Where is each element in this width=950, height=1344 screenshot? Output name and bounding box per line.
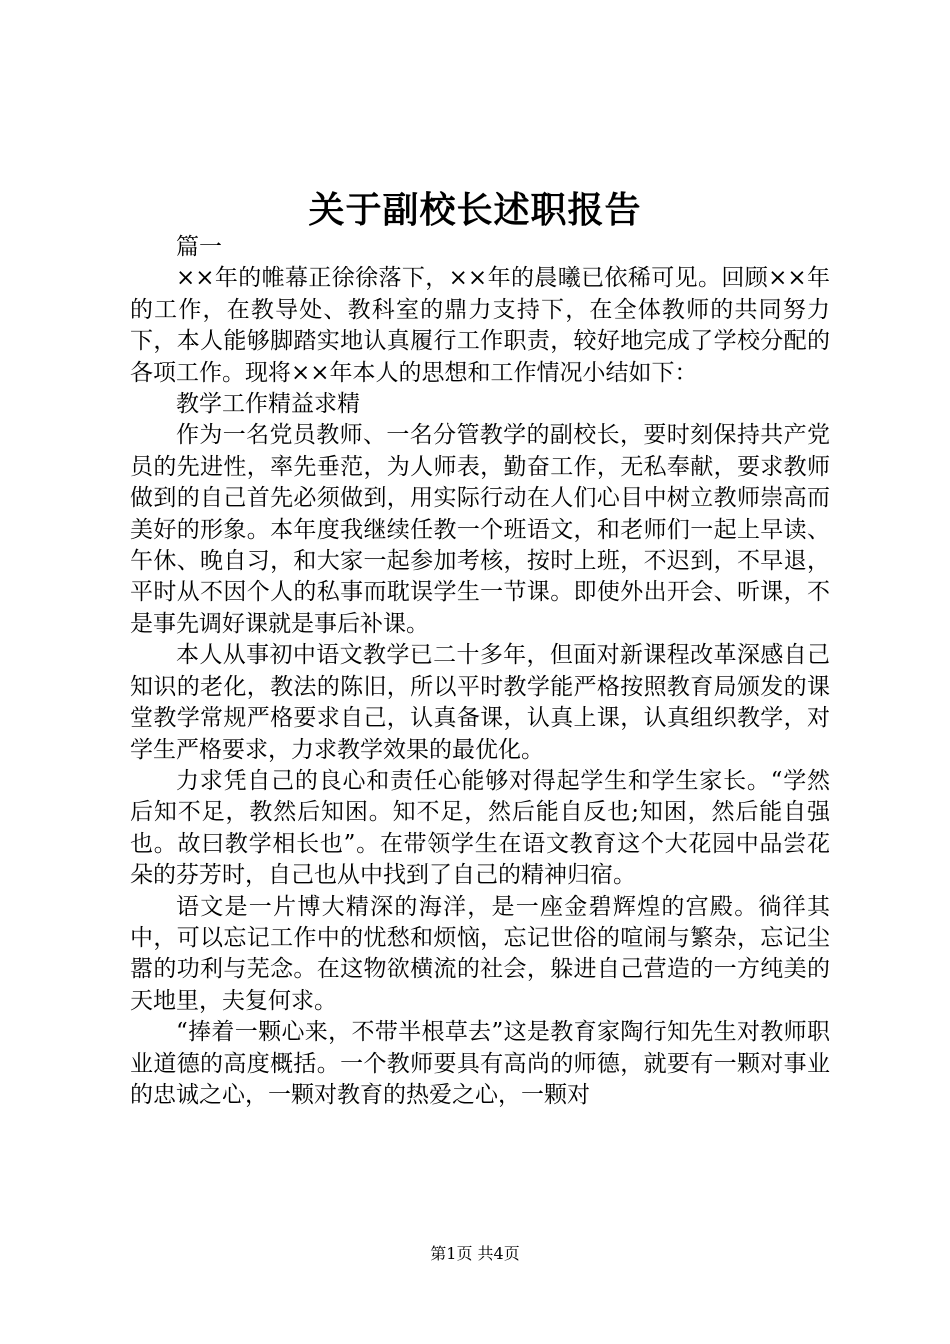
- paragraph: 语文是一片博大精深的海洋，是一座金碧辉煌的宫殿。徜徉其中，可以忘记工作中的忧愁和烦恼，忘记世俗的喧闹与繁杂，忘记尘嚣的功利与芜念。在这物欲横流的社会，躲进自己营造的一方纯美的天地里，夫复何求。: [130, 893, 830, 1014]
- page-number: 第1页 共4页: [430, 1244, 520, 1263]
- paragraph: “捧着一颗心来，不带半根草去”这是教育家陶行知先生对教师职业道德的高度概括。一个教师要具有高尚的师德，就要有一颗对事业的忠诚之心，一颗对教育的热爱之心，一颗对: [130, 1019, 830, 1108]
- paragraph: 力求凭自己的良心和责任心能够对得起学生和学生家长。“学然后知不足，教然后知困。知不足，然后能自反也;知困，然后能自强也。故曰教学相长也”。在带领学生在语文教育这个大花园中品尝花朵的芬芳时，自己也从中找到了自己的精神归宿。: [130, 767, 830, 889]
- paragraph: ××年的帷幕正徐徐落下，××年的晨曦已依稀可见。回顾××年的工作，在教导处、教科室的鼎力支持下，在全体教师的共同努力下，本人能够脚踏实地认真履行工作职责，较好地完成了学校分配的各项工作。现将××年本人的思想和工作情况小结如下：: [130, 265, 830, 386]
- page-title: 关于副校长述职报告: [308, 189, 642, 231]
- section-label: 篇一: [176, 234, 222, 260]
- paragraph: 本人从事初中语文教学已二十多年，但面对新课程改革深感自己知识的老化，教法的陈旧，所以平时教学能严格按照教育局颁发的课堂教学常规严格要求自己，认真备课，认真上课，认真组织教学，对学生严格要求，力求教学效果的最优化。: [130, 642, 830, 763]
- document-body: [130, 232, 830, 1111]
- section-heading: 教学工作精益求精: [176, 391, 360, 418]
- paragraph: 作为一名党员教师、一名分管教学的副校长，要时刻保持共产党员的先进性，率先垂范，为人师表，勤奋工作，无私奉献，要求教师做到的自己首先必须做到，用实际行动在人们心目中树立教师崇高而美好的形象。本年度我继续任教一个班语文，和老师们一起上早读、午休、晚自习，和大家一起参加考核，按时上班，不迟到，不早退，平时从不因个人的私事而耽误学生一节课。即使外出开会、听课，不是事先调好课就是事后补课。: [130, 422, 830, 637]
